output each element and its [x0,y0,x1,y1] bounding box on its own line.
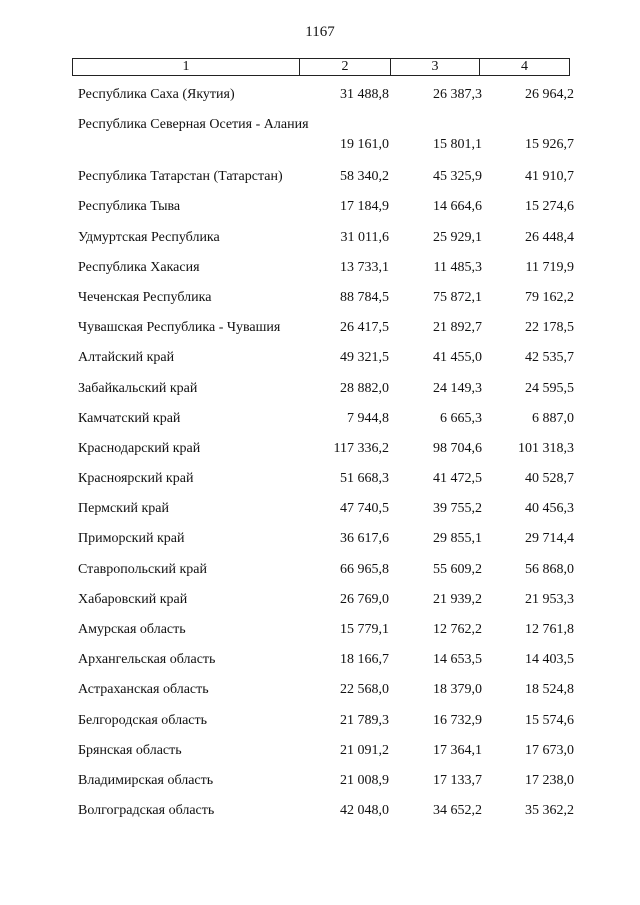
value-col-2: 21 008,9 [340,772,389,788]
value-col-3: 21 939,2 [433,591,482,607]
region-name: Волгоградская область [78,803,215,819]
table-row [0,313,640,343]
value-col-4: 42 535,7 [525,350,574,366]
value-col-3: 75 872,1 [433,289,482,305]
region-name: Пермский край [78,501,169,517]
value-col-3: 11 485,3 [433,259,482,275]
region-name: Краснодарский край [78,440,201,456]
table-row [0,796,640,826]
region-name: Хабаровский край [78,591,188,607]
value-col-4: 17 673,0 [525,742,574,758]
region-name: Камчатский край [78,410,181,426]
region-name: Забайкальский край [78,380,198,396]
value-col-3: 41 472,5 [433,471,482,487]
table-row [0,110,640,162]
value-col-3: 55 609,2 [433,561,482,577]
value-col-3: 12 762,2 [433,622,482,637]
region-name: Ставропольский край [78,561,207,577]
value-col-4: 6 887,0 [532,410,574,426]
table-row [0,404,640,434]
value-col-2: 117 336,2 [333,440,389,456]
value-col-4: 79 162,2 [525,289,574,305]
value-col-4: 40 528,7 [525,471,574,487]
value-col-2: 31 488,8 [340,87,389,102]
table-row [0,615,640,645]
region-name: Красноярский край [78,471,194,487]
value-col-3: 25 929,1 [433,229,482,245]
value-col-3: 17 364,1 [433,742,482,758]
value-col-4: 41 910,7 [525,169,574,185]
value-col-3: 18 379,0 [433,682,482,698]
value-col-2: 31 011,6 [340,229,389,245]
table-row [0,706,640,736]
region-name: Республика Татарстан (Татарстан) [78,169,283,185]
value-col-2: 26 417,5 [340,320,389,336]
value-col-4: 101 318,3 [518,440,574,456]
value-col-4: 40 456,3 [525,501,574,517]
region-name: Владимирская область [78,772,214,788]
value-col-2: 15 779,1 [340,622,389,637]
value-col-4: 15 574,6 [525,712,574,728]
value-col-2: 17 184,9 [340,199,389,215]
value-col-2: 49 321,5 [340,350,389,366]
value-col-2: 26 769,0 [340,591,389,607]
value-col-3: 21 892,7 [433,320,482,336]
table-row [0,675,640,705]
value-col-3: 98 704,6 [433,440,482,456]
value-col-3: 34 652,2 [433,803,482,819]
value-col-2: 42 048,0 [340,803,389,819]
value-col-3: 45 325,9 [433,169,482,185]
value-col-3: 17 133,7 [433,772,482,788]
region-name: Республика Тыва [78,199,181,215]
region-name: Архангельская область [78,652,216,668]
value-col-3: 41 455,0 [433,350,482,366]
value-col-3: 29 855,1 [433,531,482,547]
region-name: Республика Саха (Якутия) [78,87,235,102]
region-name: Приморский край [78,531,185,547]
region-name: Чеченская Республика [78,289,212,305]
value-col-3: 16 732,9 [433,712,482,728]
table-row [0,343,640,373]
value-col-3: 24 149,3 [433,380,482,396]
value-col-2: 58 340,2 [340,169,389,185]
value-col-2: 51 668,3 [340,471,389,487]
value-col-2: 22 568,0 [340,682,389,698]
value-col-2: 47 740,5 [340,501,389,517]
value-col-4: 22 178,5 [525,320,574,336]
table-row [0,494,640,524]
value-col-4: 11 719,9 [525,259,574,275]
value-col-4: 24 595,5 [525,380,574,396]
table-row [0,645,640,675]
table-row [0,766,640,796]
value-col-3: 39 755,2 [433,501,482,517]
table-row [0,223,640,253]
value-col-3: 14 653,5 [433,652,482,668]
table-header [72,58,570,76]
column-header-2: 2 [300,59,391,75]
page-number: 1167 [305,24,335,40]
region-name: Астраханская область [78,682,209,698]
value-col-2: 21 789,3 [340,712,389,728]
region-name: Удмуртская Республика [78,229,220,245]
table-row [0,192,640,222]
table-row [0,434,640,464]
value-col-4: 17 238,0 [525,772,574,788]
value-col-2: 13 733,1 [340,259,389,275]
value-col-2: 36 617,6 [340,531,389,547]
column-header-3: 3 [391,59,480,75]
value-col-4: 18 524,8 [525,682,574,698]
value-col-4: 56 868,0 [525,561,574,577]
region-name: Чувашская Республика - Чувашия [78,320,281,336]
value-col-2: 21 091,2 [340,742,389,758]
value-col-2: 88 784,5 [340,289,389,305]
table-row [0,555,640,585]
region-name: Амурская область [78,622,186,637]
value-col-3: 6 665,3 [440,410,482,426]
value-col-4: 15 274,6 [525,199,574,215]
table-row [0,253,640,283]
value-col-4: 14 403,5 [525,652,574,668]
column-header-1: 1 [73,59,300,75]
table-body [0,80,640,826]
column-header-4: 4 [521,59,528,74]
table-row [0,736,640,766]
value-col-2: 19 161,0 [340,137,389,153]
region-name: Алтайский край [78,350,175,366]
value-col-4: 21 953,3 [525,591,574,607]
value-col-2: 28 882,0 [340,380,389,396]
table-row [0,585,640,615]
value-col-3: 15 801,1 [433,137,482,153]
region-name: Республика Хакасия [78,259,200,275]
table-row [0,524,640,554]
table-row [0,283,640,313]
region-name: Белгородская область [78,712,208,728]
region-name: Республика Северная Осетия - Алания [78,117,309,133]
value-col-4: 12 761,8 [525,622,574,637]
table-row [0,374,640,404]
value-col-2: 66 965,8 [340,561,389,577]
table-row [0,464,640,494]
table-row [0,162,640,192]
value-col-4: 15 926,7 [525,137,574,153]
value-col-4: 26 448,4 [525,229,574,245]
value-col-4: 29 714,4 [525,531,574,547]
table-row [0,80,640,110]
value-col-4: 26 964,2 [525,87,574,102]
value-col-3: 14 664,6 [433,199,482,215]
value-col-3: 26 387,3 [433,87,482,102]
value-col-2: 18 166,7 [340,652,389,668]
value-col-4: 35 362,2 [525,803,574,819]
region-name: Брянская область [78,742,182,758]
value-col-2: 7 944,8 [347,410,389,426]
